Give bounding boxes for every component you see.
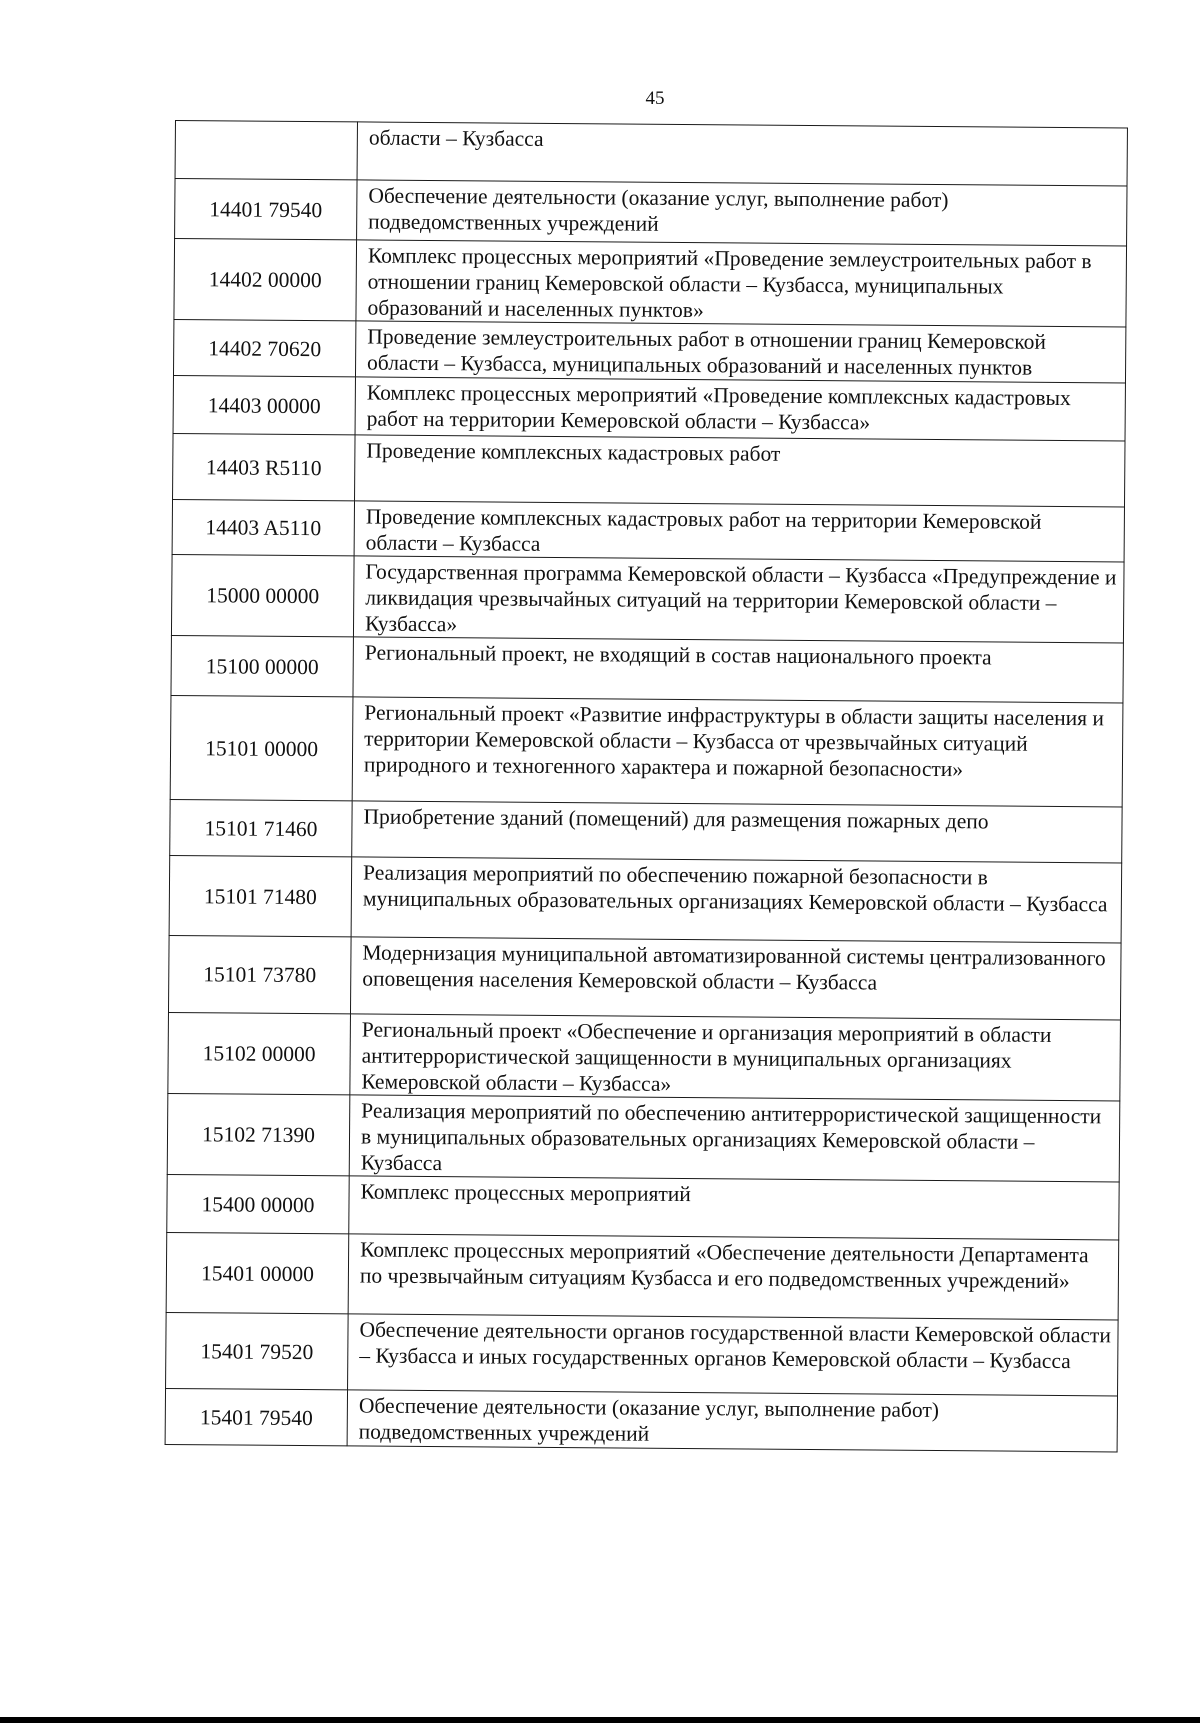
description-cell: Проведение комплексных кадастровых работ <box>355 435 1125 507</box>
code-cell: 15102 71390 <box>167 1093 350 1175</box>
description-cell: Региональный проект «Обеспечение и организация мероприятий в области антитеррористической защищенности в муниципальных организациях Кемеровской области – Кузбасса» <box>350 1014 1121 1101</box>
code-cell: 15101 00000 <box>170 695 353 800</box>
code-cell: 14401 79540 <box>175 179 357 240</box>
table-row <box>168 935 1121 1019</box>
description-cell: Проведение комплексных кадастровых работ на территории Кемеровской области – Кузбасса <box>354 501 1124 562</box>
code-cell: 15000 00000 <box>171 554 354 636</box>
table-row <box>175 121 1127 186</box>
description-cell: Проведение землеустроительных работ в отношении границ Кемеровской области – Кузбасса, муниципальных образований и населенных пунктов <box>355 321 1125 383</box>
page-number: 45 <box>645 88 665 109</box>
table-body <box>165 121 1127 1452</box>
description-cell: Обеспечение деятельности (оказание услуг, выполнение работ) подведомственных учреждений <box>347 1390 1117 1452</box>
description-cell: Обеспечение деятельности органов государственной власти Кемеровской области – Кузбасса и иных государственных органов Кемеровской области – Кузбасса <box>348 1314 1119 1396</box>
code-cell: 14403 A5110 <box>172 499 354 555</box>
description-cell: Комплекс процессных мероприятий «Проведение комплексных кадастровых работ на территории Кемеровской области – Кузбасса» <box>355 377 1125 441</box>
code-cell: 14402 00000 <box>174 239 357 321</box>
code-cell: 15100 00000 <box>171 635 353 696</box>
table-row <box>168 1012 1121 1100</box>
description-cell: Реализация мероприятий по обеспечению антитеррористической защищенности в муниципальных образовательных организациях Кемеровской области – Кузбасса <box>349 1095 1120 1182</box>
scan-edge-bar <box>0 1717 1200 1723</box>
table-row <box>166 1312 1119 1395</box>
table-row <box>171 635 1123 702</box>
table-row <box>172 499 1124 561</box>
code-cell: 15102 00000 <box>168 1012 351 1094</box>
description-cell: Комплекс процессных мероприятий <box>349 1176 1119 1240</box>
table-row <box>170 799 1122 862</box>
table-row <box>175 179 1127 246</box>
code-cell: 15401 00000 <box>166 1232 349 1313</box>
description-cell: Реализация мероприятий по обеспечению пожарной безопасности в муниципальных образовательных организациях Кемеровской области – Кузбасса <box>351 857 1122 943</box>
description-cell: Обеспечение деятельности (оказание услуг, выполнение работ) подведомственных учреждений <box>357 180 1127 246</box>
table-row <box>173 433 1125 506</box>
description-cell: Государственная программа Кемеровской области – Кузбасса «Предупреждение и ликвидация чрезвычайных ситуаций на территории Кемеровской области – Кузбасса» <box>353 556 1124 643</box>
table-row <box>174 239 1127 327</box>
description-cell: Комплекс процессных мероприятий «Проведение землеустроительных работ в отношении границ Кемеровской области – Кузбасса, муниципальных образований и населенных пунктов» <box>356 240 1127 327</box>
description-cell: Модернизация муниципальной автоматизированной системы централизованного оповещения населения Кемеровской области – Кузбасса <box>350 937 1121 1020</box>
code-cell: 14402 70620 <box>173 319 355 376</box>
code-cell: 15400 00000 <box>167 1174 349 1233</box>
table-row <box>173 375 1125 440</box>
code-cell: 15101 73780 <box>168 935 351 1013</box>
table-row <box>167 1174 1119 1239</box>
description-cell: области – Кузбасса <box>357 122 1127 186</box>
table-row <box>165 1388 1117 1451</box>
description-cell: Региональный проект «Развитие инфраструктуры в области защиты населения и территории Кемеровской области – Кузбасса от чрезвычайных ситуаций природного и техногенного характера и пожарной безопасности» <box>352 697 1123 807</box>
table-row <box>173 319 1125 382</box>
table-row <box>171 554 1124 642</box>
description-cell: Приобретение зданий (помещений) для размещения пожарных депо <box>352 801 1122 863</box>
code-cell: 14403 00000 <box>173 375 355 434</box>
table-row <box>170 695 1123 806</box>
budget-code-table <box>165 120 1128 1452</box>
table-row <box>166 1232 1119 1319</box>
table-row <box>167 1093 1120 1181</box>
code-cell: 15101 71480 <box>169 855 352 936</box>
code-cell: 15401 79520 <box>166 1312 349 1389</box>
code-cell: 15101 71460 <box>170 799 352 856</box>
code-cell: 15401 79540 <box>165 1388 347 1445</box>
description-cell: Региональный проект, не входящий в состав национального проекта <box>353 637 1123 703</box>
code-cell: 14403 R5110 <box>173 433 356 500</box>
description-cell: Комплекс процессных мероприятий «Обеспечение деятельности Департамента по чрезвычайным ситуациям Кузбасса и его подведомственных учреждений» <box>348 1234 1119 1320</box>
table-row <box>169 855 1122 942</box>
code-cell <box>175 121 357 180</box>
